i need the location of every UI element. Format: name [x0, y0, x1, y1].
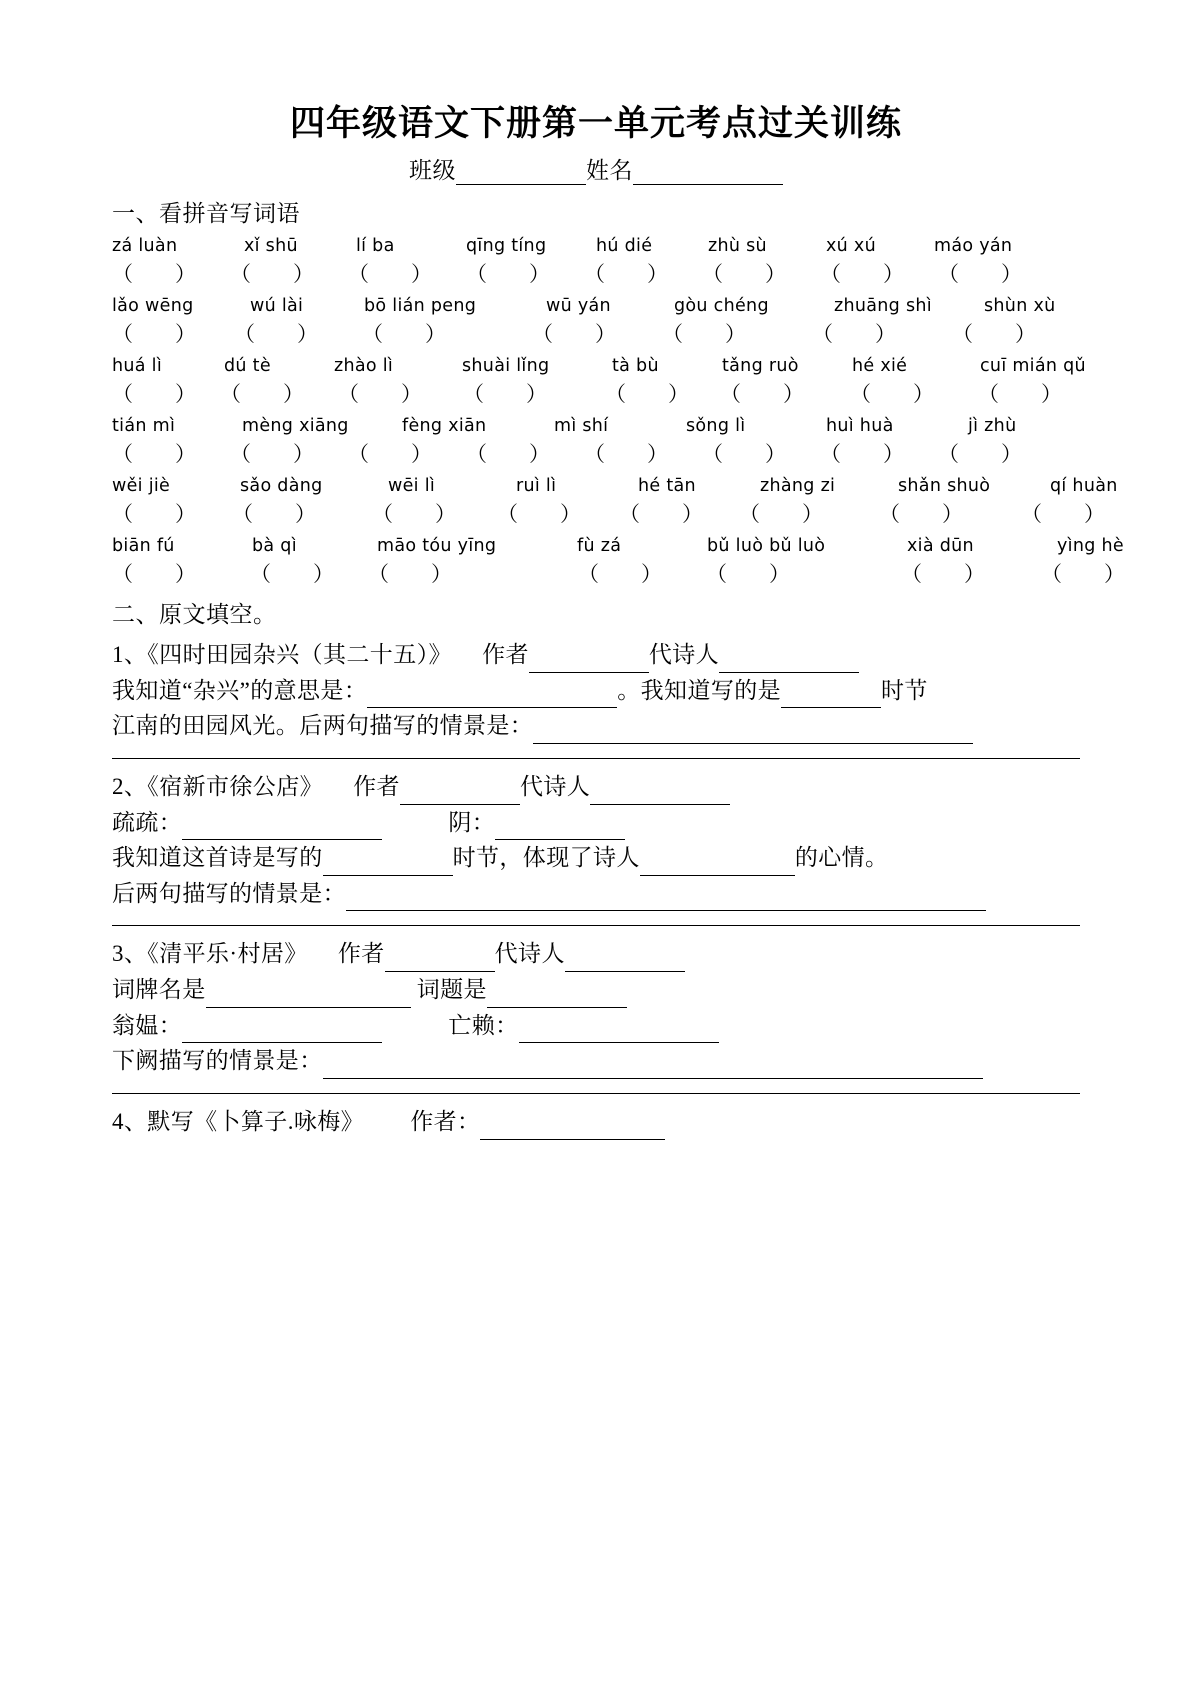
name-blank[interactable]	[633, 158, 783, 185]
pinyin-cell: xǐ shū	[244, 236, 298, 256]
answer-paren[interactable]: （ ）	[820, 262, 904, 286]
answer-paren[interactable]: （ ）	[112, 322, 196, 346]
pinyin-cell: huì huà	[826, 416, 894, 436]
pinyin-cell: yìng hè	[1057, 536, 1124, 556]
student-info-line	[112, 152, 1080, 185]
pinyin-cell: sǒng lì	[686, 416, 746, 436]
answer-rule[interactable]	[112, 1093, 1080, 1094]
answer-paren[interactable]: （ ）	[230, 262, 314, 286]
pinyin-cell: wū yán	[546, 296, 611, 316]
question-item-4-title	[112, 1104, 1080, 1140]
answer-paren-row[interactable]	[112, 318, 1080, 348]
answer-blank[interactable]	[533, 716, 973, 743]
author-label: 作者	[482, 642, 529, 667]
answer-paren[interactable]: （ ）	[532, 322, 616, 346]
answer-paren[interactable]: （ ）	[619, 502, 703, 526]
pinyin-cell: shuài lǐng	[462, 356, 550, 376]
question-item-3-line-3	[112, 1043, 1080, 1079]
question-item-3-line-2	[112, 1008, 1080, 1044]
answer-paren[interactable]: （ ）	[850, 382, 934, 406]
answer-paren-row[interactable]	[112, 258, 1080, 288]
answer-blank[interactable]	[487, 980, 627, 1007]
answer-paren[interactable]: （ ）	[584, 442, 668, 466]
answer-paren-row[interactable]	[112, 378, 1080, 408]
answer-paren[interactable]: （ ）	[368, 562, 452, 586]
answer-paren[interactable]: （ ）	[112, 382, 196, 406]
answer-rule[interactable]	[112, 925, 1080, 926]
answer-paren[interactable]: （ ）	[220, 382, 304, 406]
poet-blank[interactable]	[719, 645, 859, 672]
pinyin-row	[112, 236, 1080, 256]
poet-blank[interactable]	[590, 777, 730, 804]
pinyin-cell: qí huàn	[1050, 476, 1118, 496]
question-item-2-title	[112, 769, 1080, 805]
answer-paren[interactable]: （ ）	[1041, 562, 1125, 586]
answer-paren[interactable]: （ ）	[466, 262, 550, 286]
pinyin-cell: wú lài	[250, 296, 304, 316]
pinyin-cell: zhù sù	[708, 236, 767, 256]
answer-paren[interactable]: （ ）	[952, 322, 1036, 346]
question-text: 下阙描写的情景是：	[112, 1048, 323, 1074]
answer-paren[interactable]: （ ）	[720, 382, 804, 406]
section-two-heading: 二、原文填空。	[112, 602, 277, 627]
answer-paren[interactable]: （ ）	[234, 322, 318, 346]
pinyin-cell: biān fú	[112, 536, 175, 556]
pinyin-cell: hú dié	[596, 236, 653, 256]
answer-paren[interactable]: （ ）	[463, 382, 547, 406]
question-text: 江南的田园风光。后两句描写的情景是：	[112, 713, 534, 739]
answer-paren[interactable]: （ ）	[702, 262, 786, 286]
pinyin-cell: shùn xù	[984, 296, 1056, 316]
pinyin-cell: mì shí	[554, 416, 609, 436]
answer-blank[interactable]	[206, 980, 411, 1007]
answer-blank[interactable]	[323, 1052, 983, 1079]
pinyin-cell: huá lì	[112, 356, 162, 376]
pinyin-cell: dú tè	[224, 356, 271, 376]
document-content	[112, 96, 1125, 1140]
question-item-2-line-1	[112, 805, 1080, 841]
pinyin-cell: fù zá	[577, 536, 622, 556]
dynasty-label: 代诗人	[494, 941, 565, 967]
page-title: 四年级语文下册第一单元考点过关训练	[289, 104, 902, 143]
answer-paren-row[interactable]	[112, 498, 1105, 528]
pinyin-cell: zhuāng shì	[834, 296, 932, 316]
pinyin-cell: tǎng ruò	[722, 356, 799, 376]
question-text: 时节	[881, 677, 928, 703]
answer-paren[interactable]: （ ）	[112, 442, 196, 466]
dynasty-label: 代诗人	[519, 773, 591, 799]
answer-paren[interactable]: （ ）	[112, 562, 196, 586]
pinyin-cell: jì zhù	[968, 416, 1017, 436]
section-one-heading: 一、看拼音写词语	[112, 201, 300, 226]
question-text: 时节，体现了诗人	[452, 845, 640, 871]
poem-title: 3、《清平乐·村居》	[112, 941, 308, 967]
poem-title: 2、《宿新市徐公店》	[112, 773, 323, 799]
question-item-2-line-3	[112, 876, 1080, 912]
question-text: 词牌名是	[112, 977, 206, 1003]
poem-title: 1、《四时田园杂兴（其二十五）》	[112, 642, 452, 667]
pinyin-cell: xú xú	[826, 236, 876, 256]
answer-paren[interactable]: （ ）	[1021, 502, 1105, 526]
answer-blank[interactable]	[346, 884, 986, 911]
author-label: 作者：	[410, 1109, 481, 1135]
question-item-1-line-2	[112, 708, 1080, 744]
answer-paren[interactable]: （ ）	[112, 262, 196, 286]
pinyin-cell: lí ba	[356, 236, 395, 256]
pinyin-row	[112, 476, 1118, 496]
answer-paren[interactable]: （ ）	[584, 262, 668, 286]
class-blank[interactable]	[456, 158, 586, 185]
answer-paren[interactable]: （ ）	[372, 502, 456, 526]
question-item-3-line-1	[112, 972, 1080, 1008]
answer-rule[interactable]	[112, 758, 1080, 759]
author-blank[interactable]	[385, 945, 495, 972]
question-text: 阴：	[442, 809, 496, 835]
pinyin-cell: máo yán	[934, 236, 1013, 256]
pinyin-cell: ruì lì	[516, 476, 557, 496]
answer-paren-row[interactable]	[112, 438, 1080, 468]
pinyin-cell: lǎo wēng	[112, 296, 194, 316]
question-text: 我知道“杂兴”的意思是：	[112, 677, 368, 703]
question-text: 的心情。	[794, 845, 889, 871]
pinyin-cell: shǎn shuò	[898, 476, 991, 496]
pinyin-cell: fèng xiān	[402, 416, 487, 436]
pinyin-cell: bō lián peng	[364, 296, 477, 316]
answer-paren[interactable]: （ ）	[497, 502, 581, 526]
question-item-3-title	[112, 936, 1080, 972]
pinyin-row	[112, 536, 1124, 556]
answer-paren[interactable]: （ ）	[232, 502, 316, 526]
pinyin-cell: tà bù	[612, 356, 659, 376]
answer-blank[interactable]	[323, 848, 453, 875]
answer-paren[interactable]: （ ）	[820, 442, 904, 466]
question-text: 后两句描写的情景是：	[112, 880, 346, 906]
answer-paren[interactable]: （ ）	[578, 562, 662, 586]
answer-paren[interactable]: （ ）	[112, 502, 196, 526]
answer-paren[interactable]: （ ）	[812, 322, 896, 346]
poet-blank[interactable]	[565, 945, 685, 972]
dynasty-label: 代诗人	[648, 642, 720, 667]
answer-paren[interactable]: （ ）	[230, 442, 314, 466]
question-text: 疏疏：	[112, 809, 183, 835]
pinyin-cell: zhàng zi	[760, 476, 836, 496]
answer-paren[interactable]: （ ）	[978, 382, 1062, 406]
pinyin-cell: gòu chéng	[674, 296, 769, 316]
answer-paren[interactable]: （ ）	[348, 442, 432, 466]
poem-title: 4、默写《卜算子.咏梅》	[112, 1109, 365, 1135]
answer-paren[interactable]: （ ）	[938, 262, 1022, 286]
answer-paren[interactable]: （ ）	[706, 562, 790, 586]
pinyin-cell: xià dūn	[907, 536, 974, 556]
author-blank[interactable]	[480, 1112, 665, 1139]
pinyin-cell: qīng tíng	[466, 236, 547, 256]
answer-blank[interactable]	[640, 848, 795, 875]
answer-paren[interactable]: （ ）	[901, 562, 985, 586]
question-item-2-line-2	[112, 840, 1080, 876]
answer-paren[interactable]: （ ）	[466, 442, 550, 466]
pinyin-cell: tián mì	[112, 416, 176, 436]
question-item-1-line-1	[112, 673, 1080, 709]
author-label: 作者	[353, 773, 400, 799]
author-blank[interactable]	[529, 645, 649, 672]
pinyin-cell: māo tóu yīng	[377, 536, 497, 556]
answer-blank[interactable]	[495, 813, 625, 840]
pinyin-cell: zá luàn	[112, 236, 178, 256]
answer-paren[interactable]: （ ）	[938, 442, 1022, 466]
class-label: 班级	[409, 158, 456, 183]
answer-paren[interactable]: （ ）	[605, 382, 689, 406]
answer-blank[interactable]	[781, 681, 881, 708]
pinyin-row	[112, 296, 1080, 316]
answer-blank[interactable]	[182, 1016, 382, 1043]
answer-paren-row[interactable]	[112, 558, 1125, 588]
answer-paren[interactable]: （ ）	[362, 322, 446, 346]
question-text: 翁媪：	[112, 1012, 183, 1038]
pinyin-cell: wēi lì	[388, 476, 436, 496]
pinyin-cell: sǎo dàng	[240, 476, 323, 496]
answer-blank[interactable]	[182, 813, 382, 840]
question-text: 亡赖：	[442, 1012, 519, 1038]
answer-paren[interactable]: （ ）	[879, 502, 963, 526]
name-label: 姓名	[586, 158, 633, 183]
answer-blank[interactable]	[519, 1016, 719, 1043]
pinyin-cell: hé tān	[638, 476, 696, 496]
answer-paren[interactable]: （ ）	[702, 442, 786, 466]
answer-blank[interactable]	[367, 681, 617, 708]
pinyin-cell: bǔ luò bǔ luò	[707, 536, 826, 556]
author-label: 作者	[337, 941, 385, 967]
pinyin-cell: hé xié	[852, 356, 908, 376]
pinyin-cell: wěi jiè	[112, 476, 171, 496]
question-text: 词题是	[410, 977, 487, 1003]
pinyin-cell: zhào lì	[334, 356, 394, 376]
answer-paren[interactable]: （ ）	[739, 502, 823, 526]
question-item-1-title	[112, 637, 1080, 673]
answer-paren[interactable]: （ ）	[338, 382, 422, 406]
pinyin-cell: mèng xiāng	[242, 416, 349, 436]
answer-paren[interactable]: （ ）	[662, 322, 746, 346]
pinyin-row	[112, 416, 1080, 436]
question-text: 。我知道写的是	[617, 677, 782, 703]
pinyin-cell: cuī mián qǔ	[980, 356, 1086, 376]
question-text: 我知道这首诗是写的	[112, 845, 323, 871]
author-blank[interactable]	[400, 777, 520, 804]
answer-paren[interactable]: （ ）	[348, 262, 432, 286]
answer-paren[interactable]: （ ）	[250, 562, 334, 586]
pinyin-cell: bà qì	[252, 536, 297, 556]
pinyin-row	[112, 356, 1086, 376]
